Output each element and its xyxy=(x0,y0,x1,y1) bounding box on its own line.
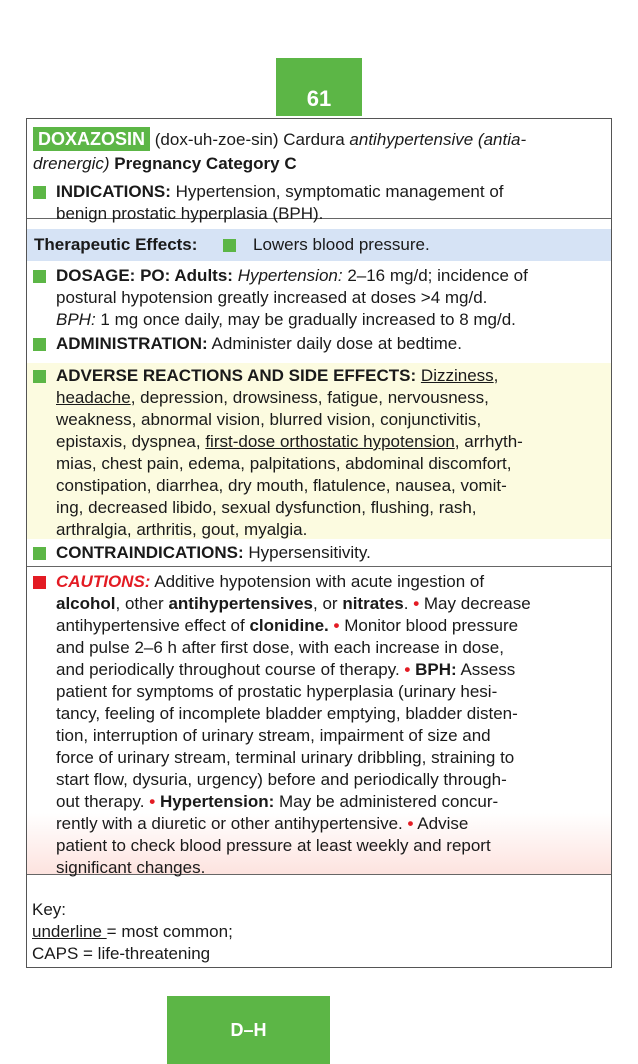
cautions-bph: BPH: xyxy=(415,660,457,679)
key-underline-desc: = most common; xyxy=(106,922,233,941)
section-tab-label: D–H xyxy=(230,1019,267,1040)
administration-bullet-icon xyxy=(33,338,46,351)
cautions-nitrates: nitrates xyxy=(342,594,404,613)
key-caps: CAPS = life-threatening xyxy=(32,944,211,963)
therapeutic-value: Lowers blood pressure. xyxy=(253,235,430,254)
cautions-line2c: . xyxy=(403,594,409,613)
cautions-line14: significant changes. xyxy=(56,858,206,877)
cautions-line5: and periodically throughout course of therapy. xyxy=(56,660,400,679)
adverse-line6: constipation, diarrhea, dry mouth, flatulence, nausea, vomit- xyxy=(56,476,507,495)
cautions-line1: Additive hypotension with acute ingestion of xyxy=(154,572,485,591)
cautions-section xyxy=(27,569,611,875)
dosage-route: PO: Adults: xyxy=(140,266,233,285)
dosage-bph-label: BPH: xyxy=(56,310,96,329)
adverse-label: ADVERSE REACTIONS AND SIDE EFFECTS: xyxy=(56,366,417,385)
indications-bullet-icon xyxy=(33,186,46,199)
dosage-ht-label: Hypertension: xyxy=(237,266,343,285)
key-underline-sample: underline xyxy=(32,922,107,941)
dosage-ht-text: 2–16 mg/d; incidence of xyxy=(347,266,528,285)
cautions-line4: and pulse 2–6 h after first dose, with each increase in dose, xyxy=(56,638,504,657)
page-number: 61 xyxy=(306,86,332,111)
indications-label: INDICATIONS: xyxy=(56,182,171,201)
drug-header xyxy=(27,119,611,223)
cautions-antihypertensives: antihypertensives xyxy=(168,594,314,613)
drug-card xyxy=(26,118,612,968)
cautions-label: CAUTIONS: xyxy=(56,572,151,591)
key-title: Key: xyxy=(32,900,67,919)
cautions-alcohol: alcohol xyxy=(56,594,116,613)
cautions-line12: rently with a diuretic or other antihypertensive. xyxy=(56,814,403,833)
cautions-line8: tion, interruption of urinary stream, impairment of size and xyxy=(56,726,491,745)
pronunciation: (dox-uh-zoe-sin) xyxy=(154,130,279,149)
bullet-icon: • xyxy=(333,616,340,635)
drug-name: DOXAZOSIN xyxy=(33,127,150,151)
cautions-line11: out therapy. xyxy=(56,792,145,811)
cautions-line2b: , or xyxy=(313,594,338,613)
section-tab xyxy=(167,996,330,1064)
dosage-label: DOSAGE: xyxy=(56,266,136,285)
dosage-line2: postural hypotension greatly increased at doses >4 mg/d. xyxy=(56,288,488,307)
adverse-line4: epistaxis, dyspnea, xyxy=(56,432,201,451)
adverse-line2: , depression, drowsiness, fatigue, nervousness, xyxy=(130,388,489,407)
cautions-line2d: May decrease xyxy=(423,594,531,613)
dosage-bph-text: 1 mg once daily, may be gradually increased to 8 mg/d. xyxy=(100,310,516,329)
adverse-line3: weakness, abnormal vision, blurred vision, conjunctivitis, xyxy=(56,410,482,429)
administration-label: ADMINISTRATION: xyxy=(56,334,208,353)
contraindications-bullet-icon xyxy=(33,547,46,560)
therapeutic-label: Therapeutic Effects: xyxy=(34,235,198,254)
therapeutic-effects xyxy=(27,229,611,261)
indications-text-2: benign prostatic hyperplasia (BPH). xyxy=(56,204,324,223)
adverse-headache: headache xyxy=(56,388,131,407)
adverse-dizziness: Dizziness xyxy=(420,366,494,385)
contraindications-section xyxy=(27,539,611,567)
cautions-line3a: antihypertensive effect of xyxy=(56,616,245,635)
adverse-orthostatic: first-dose orthostatic hypotension xyxy=(205,432,455,451)
cautions-line3b: Monitor blood pressure xyxy=(344,616,519,635)
drug-class: antihypertensive (antia- xyxy=(349,130,527,149)
administration-text: Administer daily dose at bedtime. xyxy=(211,334,462,353)
indications-text: Hypertension, symptomatic management of xyxy=(175,182,504,201)
bullet-icon: • xyxy=(404,660,411,679)
cautions-line12b: Advise xyxy=(417,814,469,833)
adverse-bullet-icon xyxy=(33,370,46,383)
bullet-icon: • xyxy=(413,594,420,613)
therapeutic-bullet-icon xyxy=(223,239,236,252)
adverse-line5: mias, chest pain, edema, palpitations, abdominal discomfort, xyxy=(56,454,512,473)
drug-class-cont: drenergic) xyxy=(33,154,110,173)
contraindications-text: Hypersensitivity. xyxy=(248,543,371,562)
adverse-line7: ing, decreased libido, sexual dysfunction, flushing, rash, xyxy=(56,498,477,517)
trade-name: Cardura xyxy=(283,130,345,149)
cautions-line2a: , other xyxy=(115,594,164,613)
bullet-icon: • xyxy=(407,814,414,833)
legend-key xyxy=(32,899,616,965)
dosage-section xyxy=(27,265,611,335)
cautions-line13: patient to check blood pressure at least weekly and report xyxy=(56,836,491,855)
page-number-tab xyxy=(276,58,362,116)
contraindications-label: CONTRAINDICATIONS: xyxy=(56,543,244,562)
pregnancy-category: Pregnancy Category C xyxy=(114,154,297,173)
cautions-clonidine: clonidine. xyxy=(249,616,329,635)
cautions-line11b: May be administered concur- xyxy=(278,792,499,811)
cautions-line7: tancy, feeling of incomplete bladder emptying, bladder disten- xyxy=(56,704,518,723)
cautions-line6: patient for symptoms of prostatic hyperplasia (urinary hesi- xyxy=(56,682,498,701)
adverse-reactions xyxy=(27,363,611,539)
dosage-bullet-icon xyxy=(33,270,46,283)
adverse-comma: , xyxy=(493,366,499,385)
cautions-line5b: Assess xyxy=(460,660,516,679)
administration-section xyxy=(27,333,611,359)
adverse-line8: arthralgia, arthritis, gout, myalgia. xyxy=(56,520,308,539)
adverse-line4-end: , arrhyth- xyxy=(454,432,523,451)
cautions-hypertension: Hypertension: xyxy=(159,792,275,811)
cautions-line10: start flow, dysuria, urgency) before and periodically through- xyxy=(56,770,507,789)
cautions-bullet-icon xyxy=(33,576,46,589)
bullet-icon: • xyxy=(149,792,156,811)
cautions-line9: force of urinary stream, terminal urinary dribbling, straining to xyxy=(56,748,515,767)
